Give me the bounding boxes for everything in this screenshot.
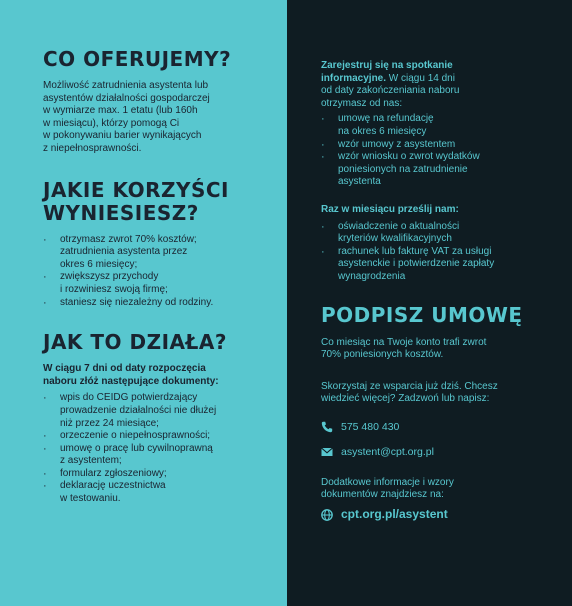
offer-title: CO OFERUJEMY? [43, 47, 232, 71]
benefits-title-line: JAKIE KORZYŚCI [43, 177, 229, 202]
meeting-text: Zarejestruj się na spotkanie informacyjne. W ciągu 14 dni od daty zakończeniania naboru otrzymasz od nas: [321, 60, 460, 109]
email-address[interactable]: asystent@cpt.org.pl [341, 445, 434, 458]
monthly-heading: Raz w miesiącu prześlij nam: [321, 203, 459, 215]
website-link[interactable]: cpt.org.pl/asystent [341, 507, 448, 522]
phone-icon [321, 421, 333, 433]
phone-number[interactable]: 575 480 430 [341, 420, 400, 433]
globe-icon [321, 509, 333, 521]
list-item: · umowę o pracę lub cywilnoprawną z asystentem; [43, 443, 275, 468]
benefits-title [43, 179, 275, 225]
website-contact[interactable] [321, 508, 556, 521]
right-column [287, 0, 572, 606]
offer-line: w miesiącu), którzy pomogą Ci [43, 117, 180, 129]
offer-line: z niepełnosprawności. [43, 142, 142, 154]
benefits-title-line: WYNIESIESZ? [43, 200, 199, 225]
list-item: · wzór wniosku o zwrot wydatków poniesionych na zatrudnienie asystenta [321, 151, 556, 189]
offer-line: w pokonywaniu barier wynikających [43, 130, 202, 142]
meeting-list [321, 113, 556, 189]
list-item: · rachunek lub fakturę VAT za usługi asystenckie i potwierdzenie zapłaty wynagrodzenia [321, 246, 556, 284]
documents-list [43, 392, 275, 505]
list-item: · orzeczenie o niepełnosprawności; [43, 430, 275, 443]
sign-title: PODPISZ UMOWĘ [321, 302, 523, 327]
list-item: · formularz zgłoszeniowy; [43, 468, 275, 481]
list-item: · otrzymasz zwrot 70% kosztów; zatrudnienia asystenta przez okres 6 miesięcy; [43, 234, 275, 272]
list-item: · zwiększysz przychody i rozwiniesz swoją firmę; [43, 271, 275, 296]
how-it-works-title: JAK TO DZIAŁA? [43, 330, 227, 355]
offer-text [43, 80, 275, 156]
list-item: · staniesz się niezależny od rodziny. [43, 297, 275, 310]
mail-icon [321, 446, 333, 458]
offer-line: w wymiarze max. 1 etatu (lub 160h [43, 105, 198, 117]
benefits-list [43, 234, 275, 310]
offer-line: Możliwość zatrudnienia asystenta lub [43, 80, 209, 91]
offer-line: asystentów działalności gospodarczej [43, 92, 210, 104]
cta-text: Skorzystaj ze wsparcia już dziś. Chcesz wiedzieć więcej? Zadzwoń lub napisz: [321, 380, 498, 405]
list-item: · deklarację uczestnictwa w testowaniu. [43, 480, 275, 505]
how-intro: W ciągu 7 dni od daty rozpoczęcia naboru złóż następujące dokumenty: [43, 363, 219, 387]
email-contact[interactable] [321, 446, 556, 459]
phone-contact[interactable] [321, 421, 556, 434]
list-item: · wzór umowy z asystentem [321, 139, 556, 152]
list-item: · oświadczenie o aktualności kryteriów kwalifikacyjnych [321, 221, 556, 246]
list-item: · umowę na refundację na okres 6 miesięcy [321, 113, 556, 138]
sign-text: Co miesiąc na Twoje konto trafi zwrot 70% poniesionych kosztów. [321, 336, 487, 361]
list-item: · wpis do CEIDG potwierdzający prowadzenie działalności nie dłużej niż przez 24 miesiące; [43, 392, 275, 430]
more-info-text: Dodatkowe informacje i wzory dokumentów znajdziesz na: [321, 476, 454, 501]
monthly-list [321, 221, 556, 284]
